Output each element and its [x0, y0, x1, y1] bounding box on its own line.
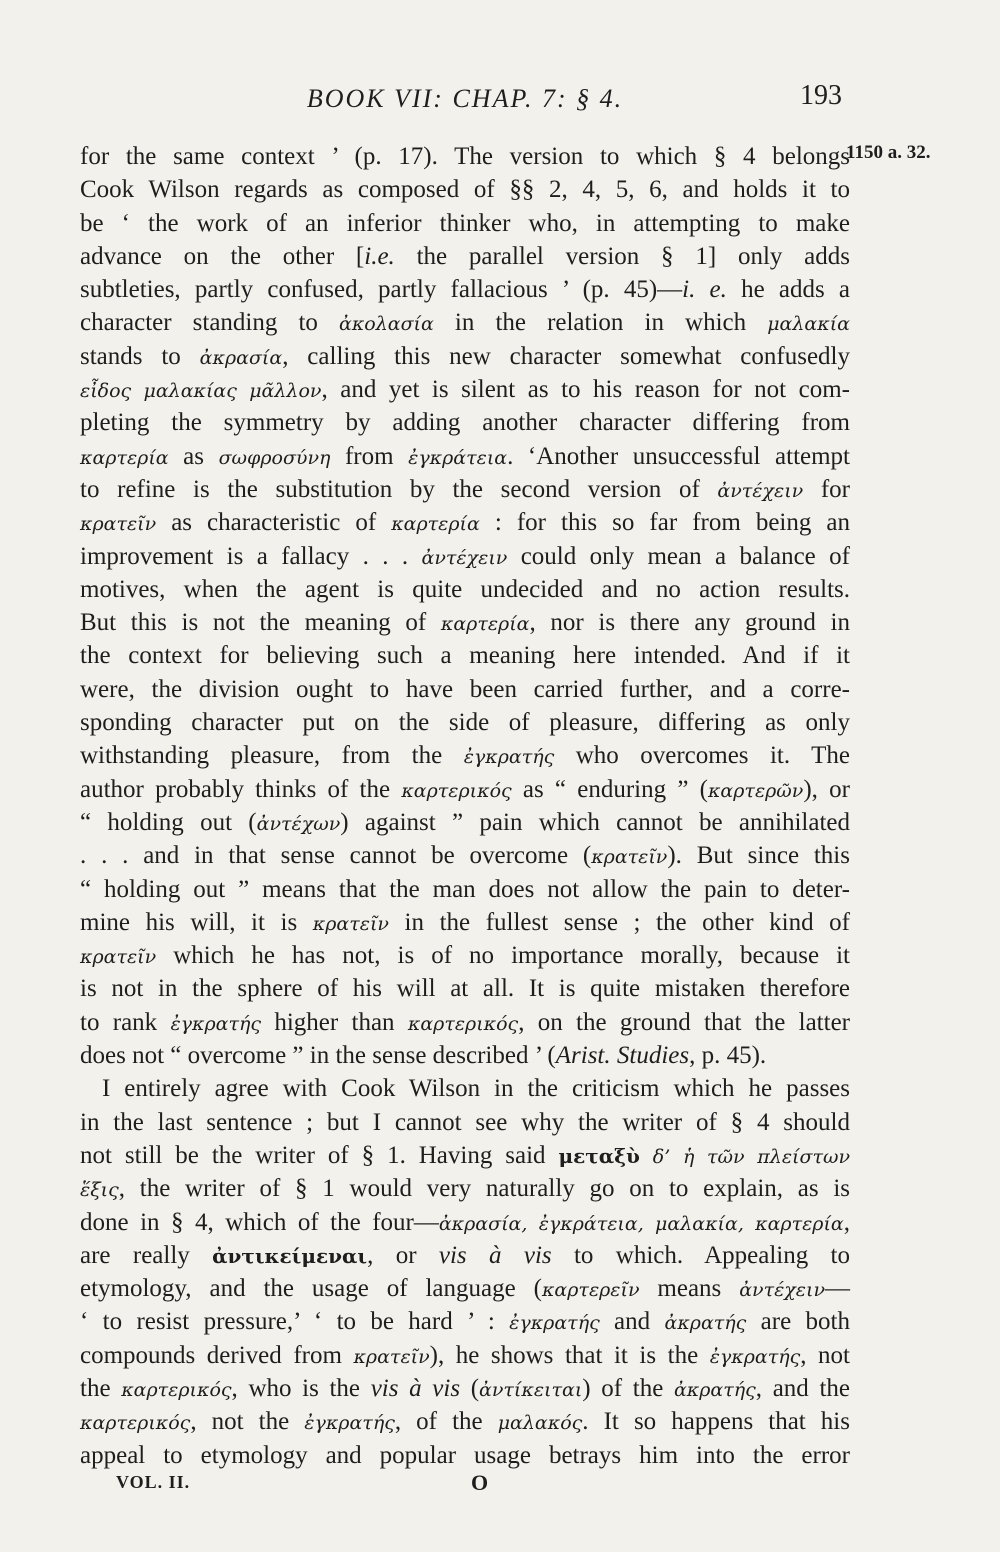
text-segment: which he has not, is of no importance morally, because it [156, 942, 850, 970]
text-segment: compounds derived from [80, 1341, 354, 1369]
text-segment: pleting the symmetry by adding another character differing from [80, 409, 850, 437]
text-segment: ‘ to resist pressure,’ ‘ to be hard ’ : [80, 1308, 510, 1336]
text-segment: etymology, and the usage of language ( [80, 1275, 542, 1303]
text-line [80, 173, 850, 206]
greek-term: ἀντέχειν [739, 1279, 825, 1302]
greek-term: ἀκρατής [664, 1312, 747, 1335]
text-segment: improvement is a fallacy . . . [80, 542, 422, 570]
text-segment: appeal to etymology and popular usage betrays him into the error [80, 1441, 850, 1469]
greek-term: ἀντίκειται [479, 1378, 583, 1401]
text-segment: sponding character put on the side of pleasure, differing as only [80, 709, 850, 737]
text-segment: , p. 45). [689, 1042, 767, 1070]
text-segment: , the writer of § 1 would very naturally go on to explain, as is [118, 1175, 850, 1203]
volume-signature: VOL. II. [116, 1472, 191, 1492]
text-line [80, 140, 850, 173]
greek-term: καρτερικός [407, 1012, 519, 1035]
text-segment: from [330, 442, 409, 470]
text-segment: , and the [755, 1374, 850, 1402]
greek-term: κρατεῖν [591, 846, 668, 869]
greek-term: ἀντέχειν [421, 546, 508, 569]
greek-term: καρτερῶν [707, 779, 804, 802]
text-segment: means [639, 1275, 740, 1303]
text-line [80, 706, 850, 739]
text-segment: author probably thinks of the [80, 775, 402, 803]
text-segment: . . . and in that sense cannot be overcome ( [80, 842, 592, 870]
text-segment: , calling this new character somewhat confusedly [282, 342, 850, 370]
greek-term: ἀκρασία, ἐγκράτεια, μαλακία, καρτερία [438, 1212, 844, 1235]
greek-term: κρατεῖν [80, 946, 157, 969]
text-segment: : for this so far from being an [479, 509, 850, 537]
page-header [80, 80, 850, 124]
text-segment: as “ enduring ” ( [511, 775, 708, 803]
text-line [80, 306, 850, 339]
text-segment: Cook Wilson regards as composed of §§ 2, 4, 5, 6, and holds it to [80, 176, 850, 204]
text-line [80, 606, 850, 639]
text-segment: the context for believing such a meaning here intended. And if it [80, 642, 850, 670]
text-segment: ), he shows that it is the [429, 1341, 710, 1369]
text-segment: , [843, 1208, 851, 1236]
text-segment: . It so happens that his [582, 1408, 850, 1436]
text-line [80, 1206, 850, 1239]
text-segment: be ‘ the work of an inferior thinker who, in attempting to make [80, 209, 850, 237]
text-line [80, 673, 850, 706]
text-segment: for the same context ’ (p. 17). The version to which § 4 belongs [80, 143, 850, 170]
text-line [80, 573, 850, 606]
greek-term: καρτερικός [401, 779, 512, 802]
greek-term: ἀκρατής [673, 1378, 756, 1401]
greek-term: καρτερικός [80, 1412, 191, 1435]
text-line [80, 373, 850, 406]
text-line [80, 440, 850, 473]
running-head: BOOK VII: CHAP. 7: § 4. [306, 84, 624, 113]
text-segment: character standing to [80, 309, 339, 337]
text-segment: as [168, 442, 219, 470]
greek-term: ἀκρασία [199, 346, 283, 369]
text-line [80, 1372, 850, 1405]
text-segment [640, 1142, 653, 1169]
text-segment: stands to [80, 342, 200, 370]
greek-term: ἕξις [80, 1179, 119, 1202]
text-line [80, 1139, 850, 1172]
text-segment: could only mean a balance of [507, 542, 850, 570]
text-line [80, 739, 850, 772]
text-line [80, 1006, 850, 1039]
text-segment: , who is the [231, 1374, 371, 1402]
text-segment: for [803, 475, 850, 503]
text-line [80, 806, 850, 839]
text-line [80, 207, 850, 240]
greek-term: ἐγκρατής [463, 746, 555, 769]
text-segment: , not [800, 1341, 851, 1369]
italic-text: i.e. [364, 242, 395, 270]
text-segment: , nor is there any ground in [529, 609, 850, 637]
text-segment: motives, when the agent is quite undecided and no action results. [80, 575, 850, 603]
text-line [80, 839, 850, 872]
text-line [80, 1305, 850, 1338]
text-segment: ) of the [582, 1374, 674, 1402]
greek-term: ἐγκρατής [509, 1312, 600, 1335]
text-segment: done in § 4, which of the four— [80, 1208, 439, 1236]
greek-term: καρτερεῖν [541, 1279, 640, 1302]
greek-term: ἐγκρατής [170, 1012, 262, 1035]
text-line [80, 1439, 850, 1472]
text-segment: , on the ground that the latter [518, 1008, 850, 1036]
text-segment: “ holding out ( [80, 808, 257, 836]
text-line [80, 1239, 850, 1272]
text-segment: to refine is the substitution by the second version of [80, 475, 718, 503]
text-line [80, 240, 850, 273]
greek-term: καρτερικός [121, 1378, 232, 1401]
greek-term: εἶδος μαλακίας μᾶλλον [80, 380, 322, 403]
greek-term: κρατεῖν [353, 1345, 430, 1368]
text-segment: higher than [261, 1008, 408, 1036]
text-line [80, 340, 850, 373]
greek-term: ἀντέχειν [717, 479, 804, 502]
text-segment: not still be the writer of § 1. Having said [80, 1141, 559, 1169]
text-segment: who overcomes it. The [554, 742, 851, 770]
greek-term: δ’ ἡ τῶν πλείστων [652, 1145, 850, 1168]
text-segment: — [825, 1275, 850, 1303]
greek-term: ἀντικείμεναι [212, 1243, 368, 1268]
text-segment: he adds a [726, 276, 850, 304]
text-segment: ( [460, 1374, 480, 1402]
greek-term: καρτερία [391, 513, 480, 536]
greek-term: ἀντέχων [256, 812, 341, 835]
text-segment: as characteristic of [156, 509, 392, 537]
greek-term: μαλακός [497, 1412, 583, 1435]
text-segment: , and yet is silent as to his reason for not com- [321, 376, 850, 404]
greek-term: καρτερία [80, 446, 169, 469]
text-segment: mine his will, it is [80, 908, 313, 936]
text-segment: in the last sentence ; but I cannot see why the writer of § 4 should [80, 1108, 850, 1136]
text-segment: , not the [190, 1408, 305, 1436]
text-line [80, 1039, 850, 1072]
text-segment: ). But since this [667, 842, 850, 870]
text-line [80, 1272, 850, 1305]
text-line [80, 873, 850, 906]
text-segment: in the fullest sense ; the other kind of [388, 908, 850, 936]
text-segment: in the relation in which [433, 309, 768, 337]
text-segment: were, the division ought to have been carried further, and a corre- [80, 675, 850, 703]
signature-mark: O [471, 1470, 489, 1495]
text-segment: and [599, 1308, 665, 1336]
text-segment: the parallel version § 1] only adds [394, 242, 850, 270]
text-line [80, 540, 850, 573]
italic-text: vis à vis [370, 1374, 461, 1402]
text-line [80, 1339, 850, 1372]
text-segment: does not “ overcome ” in the sense described ’ ( [80, 1042, 556, 1070]
text-segment: the [80, 1374, 122, 1402]
text-segment: ) against ” pain which cannot be annihilated [340, 808, 850, 836]
greek-term: καρτερία [440, 613, 530, 636]
text-segment: are both [746, 1308, 850, 1336]
italic-text: Arist. Studies [555, 1042, 690, 1070]
greek-term: ἐγκράτεια [408, 446, 508, 469]
text-segment: to rank [80, 1008, 171, 1036]
margin-reference: 1150 a. 32. [846, 142, 931, 163]
text-segment: are really [80, 1241, 213, 1269]
text-segment: I entirely agree with Cook Wilson in the criticism which he passes [102, 1075, 850, 1103]
greek-term: ἐγκρατής [709, 1345, 801, 1368]
page-number: 193 [800, 80, 842, 111]
greek-term: κρατεῖν [80, 513, 157, 536]
body-text [80, 140, 850, 1472]
text-line [80, 773, 850, 806]
text-line [80, 1405, 850, 1438]
greek-term: κρατεῖν [312, 912, 389, 935]
text-segment: withstanding pleasure, from the [80, 742, 464, 770]
italic-text: vis à vis [438, 1241, 552, 1269]
greek-term: ἀκολασία [338, 313, 434, 336]
text-segment: But this is not the meaning of [80, 609, 441, 637]
text-segment: “ holding out ” means that the man does not allow the pain to deter- [80, 875, 850, 903]
text-line [80, 1106, 850, 1139]
text-line [80, 972, 850, 1005]
text-segment: . ‘Another unsuccessful attempt [507, 442, 851, 470]
text-line [80, 273, 850, 306]
text-segment: , or [367, 1241, 439, 1269]
italic-text: i. e. [682, 276, 727, 304]
text-line [80, 1072, 850, 1105]
text-line [80, 639, 850, 672]
text-segment: ), or [803, 775, 850, 803]
text-line [80, 906, 850, 939]
text-line [80, 406, 850, 439]
text-segment: to which. Appealing to [551, 1241, 851, 1269]
text-line [80, 1172, 850, 1205]
greek-term: ἐγκρατής [304, 1412, 395, 1435]
greek-term: σωφροσύνη [218, 446, 331, 469]
text-line [80, 939, 850, 972]
text-line [80, 473, 850, 506]
text-segment: is not in the sphere of his will at all. It is quite mistaken therefore [80, 975, 850, 1003]
greek-term: μεταξὺ [558, 1143, 640, 1168]
text-line [80, 506, 850, 539]
text-segment: advance on the other [ [80, 242, 365, 270]
text-segment: subtleties, partly confused, partly fallacious ’ (p. 45)— [80, 276, 683, 304]
text-segment: , of the [394, 1408, 498, 1436]
greek-term: μαλακία [767, 313, 850, 336]
